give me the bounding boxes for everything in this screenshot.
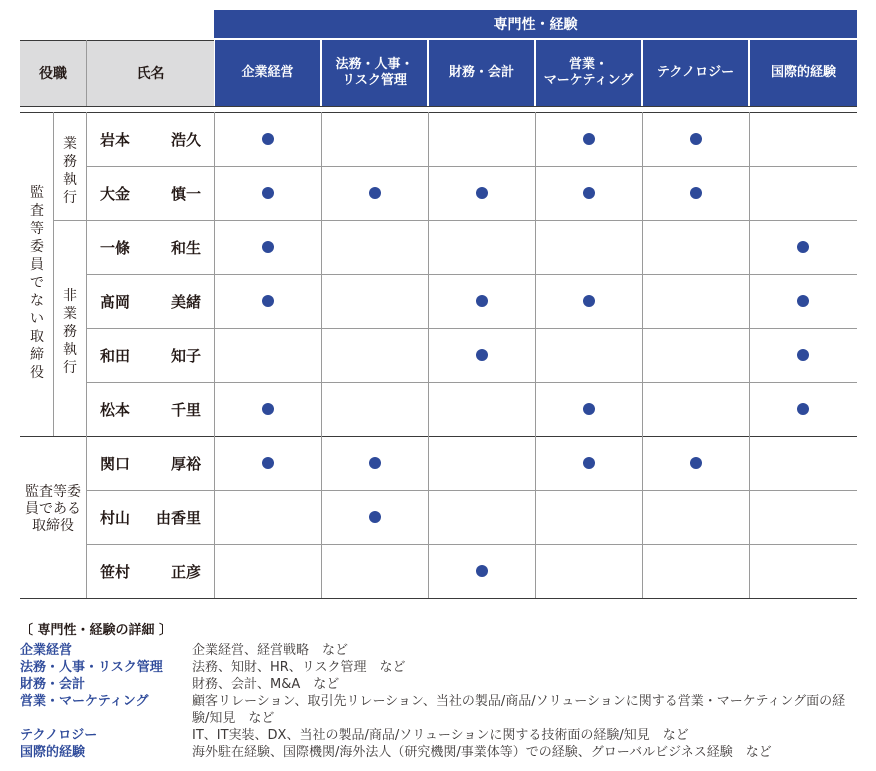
skill-header-finance: 財務・会計	[429, 40, 534, 106]
skill-mark-dot	[369, 457, 381, 469]
skill-mark-dot	[476, 187, 488, 199]
skill-mark-dot	[262, 133, 274, 145]
skill-mark-dot	[262, 187, 274, 199]
skill-header-management: 企業経営	[215, 40, 320, 106]
subgroup-label-executive: 業務執行	[63, 136, 77, 206]
skill-mark-dot	[369, 187, 381, 199]
skill-mark-dot	[583, 295, 595, 307]
director-name: 村山 由香里	[100, 508, 201, 527]
legend-label: 営業・マーケティング	[20, 694, 149, 709]
legend-desc: 顧客リレーション、取引先リレーション、当社の製品/商品/ソリューションに関する営業・マーケティング面の経験/知見 など	[192, 694, 846, 726]
legend-label: 法務・人事・リスク管理	[20, 660, 163, 675]
legend-title: 〔 専門性・経験の詳細 〕	[20, 623, 173, 638]
skills-band-header: 専門性・経験	[214, 10, 857, 38]
skill-mark-dot	[690, 457, 702, 469]
name-column-header: 氏名	[87, 40, 214, 106]
legend-desc: IT、IT実装、DX、当社の製品/商品/ソリューションに関する技術面の経験/知見 など	[192, 728, 689, 743]
skill-mark-dot	[583, 133, 595, 145]
role-column-header: 役職	[20, 40, 86, 106]
skill-header-technology: テクノロジー	[643, 40, 748, 106]
subgroup-label-non-executive: 非業務執行	[63, 288, 77, 376]
group-label-audit-directors: 監査等委員である取締役	[25, 484, 81, 534]
director-name: 髙岡 美緒	[100, 292, 201, 311]
group-label-non-audit-directors: 監査等委員でない取締役	[30, 185, 44, 381]
skill-mark-dot	[797, 241, 809, 253]
director-name: 笹村 正彦	[100, 562, 201, 581]
skill-mark-dot	[262, 295, 274, 307]
director-name: 岩本 浩久	[100, 130, 201, 149]
skill-mark-dot	[583, 457, 595, 469]
director-name: 関口 厚裕	[100, 454, 201, 473]
skill-header-legal-hr-risk: 法務・人事・ リスク管理	[322, 40, 427, 106]
legend-desc: 法務、知財、HR、リスク管理 など	[192, 660, 406, 675]
skill-mark-dot	[262, 403, 274, 415]
skill-mark-dot	[797, 349, 809, 361]
skill-mark-dot	[369, 511, 381, 523]
legend-label: テクノロジー	[20, 728, 98, 743]
skill-mark-dot	[476, 565, 488, 577]
director-name: 大金 慎一	[100, 184, 201, 203]
skill-mark-dot	[583, 187, 595, 199]
skill-header-sales-marketing: 営業・ マーケティング	[536, 40, 641, 106]
skill-header-international: 国際的経験	[750, 40, 857, 106]
skill-mark-dot	[476, 295, 488, 307]
legend-label: 財務・会計	[20, 677, 86, 692]
skill-mark-dot	[690, 187, 702, 199]
skill-mark-dot	[797, 403, 809, 415]
director-name: 一條 和生	[100, 238, 201, 257]
skill-mark-dot	[262, 457, 274, 469]
legend-desc: 企業経営、経営戦略 など	[192, 643, 349, 658]
skill-mark-dot	[690, 133, 702, 145]
skill-mark-dot	[262, 241, 274, 253]
skill-mark-dot	[797, 295, 809, 307]
legend-label: 企業経営	[20, 643, 73, 658]
skill-mark-dot	[583, 403, 595, 415]
skill-mark-dot	[476, 349, 488, 361]
legend-desc: 財務、会計、M&A など	[192, 677, 340, 692]
director-name: 松本 千里	[100, 400, 201, 419]
legend-desc: 海外駐在経験、国際機関/海外法人（研究機関/事業体等）での経験、グローバルビジネス経験 など	[192, 745, 772, 760]
director-name: 和田 知子	[100, 346, 201, 365]
legend-label: 国際的経験	[20, 745, 86, 760]
